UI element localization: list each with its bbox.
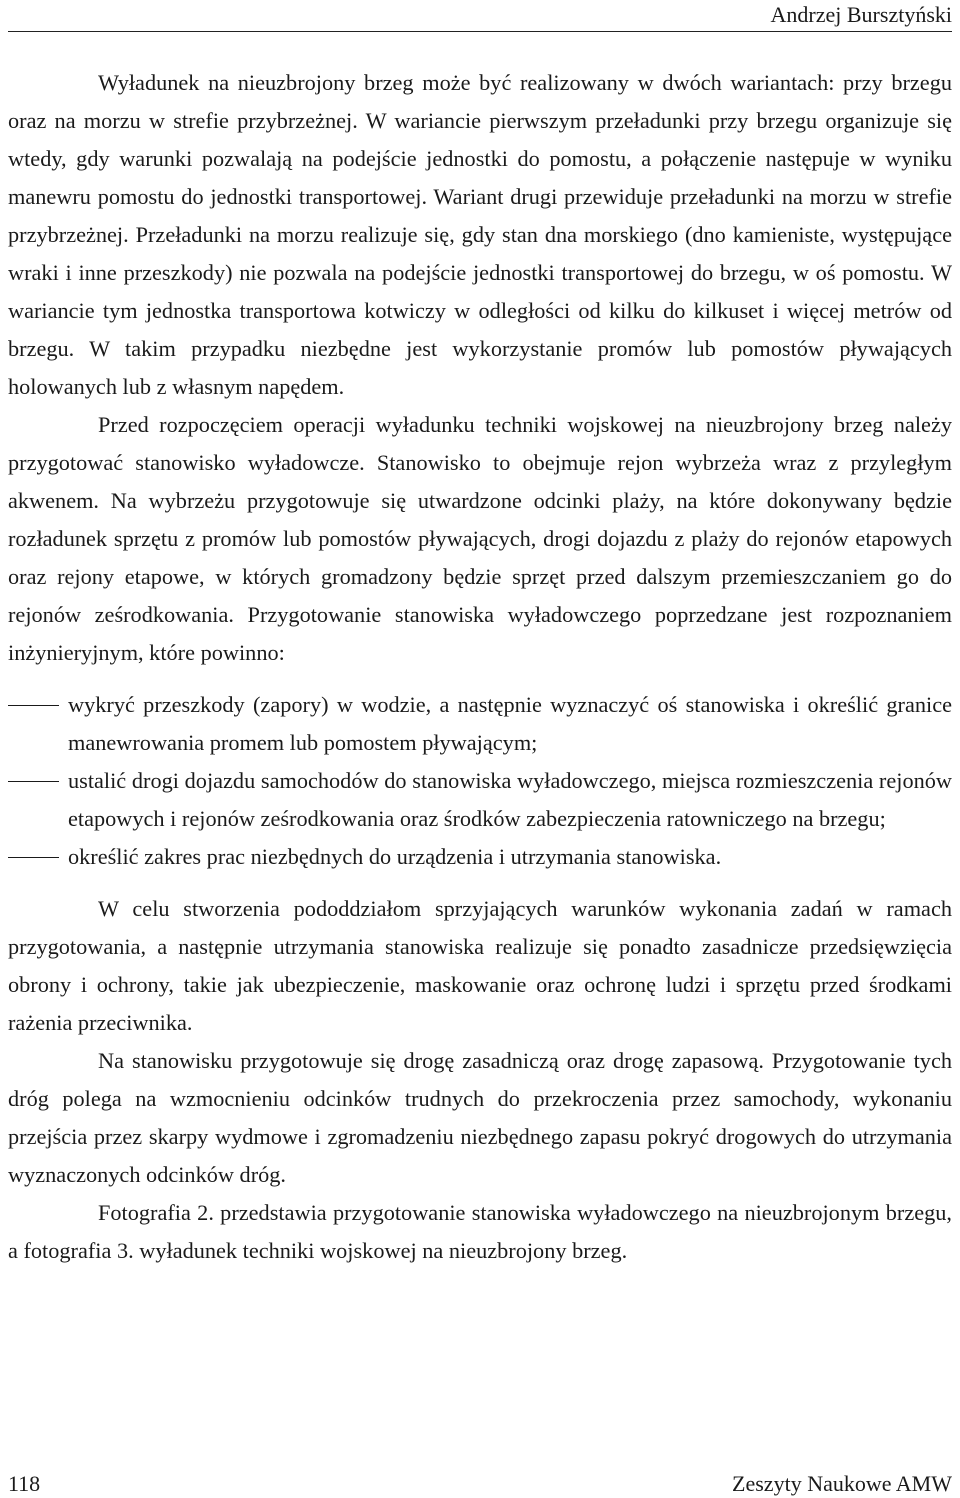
list-item [8, 686, 952, 762]
list-item-text: określić zakres prac niezbędnych do urządzenia i utrzymania stanowiska. [68, 844, 722, 869]
list-item [8, 762, 952, 838]
list-item-text: ustalić drogi dojazdu samochodów do stanowiska wyładowczego, miejsca rozmieszczenia rejonów etapowych i rejonów ześrodkowania oraz środków zabezpieczenia ratowniczego na brzegu; [68, 768, 952, 831]
journal-title: Zeszyty Naukowe AMW [732, 1471, 952, 1496]
body-paragraph: Fotografia 2. przedstawia przygotowanie stanowiska wyładowczego na nieuzbrojonym brzegu, a fotografia 3. wyładunek techniki wojskowej na nieuzbrojony brzeg. [8, 1200, 952, 1263]
dash-bullet-icon [8, 857, 59, 858]
list-item-text: wykryć przeszkody (zapory) w wodzie, a następnie wyznaczyć oś stanowiska i określić granice manewrowania promem lub pomostem pływającym; [68, 692, 952, 755]
header-author: Andrzej Bursztyński [770, 2, 952, 27]
body-paragraph: Przed rozpoczęciem operacji wyładunku techniki wojskowej na nieuzbrojony brzeg należy przygotować stanowisko wyładowcze. Stanowisko to obejmuje rejon wybrzeża wraz z przyległym akwenem. Na wybrzeżu przygotowuje się utwardzone odcinki plaży, na które dokonywany będzie rozładunek sprzętu z promów lub pomostów pływających, drogi dojazdu z plaży do rejonów etapowych oraz rejony etapowe, w których gromadzony będzie sprzęt przed dalszym przemieszczaniem go do rejonów ześrodkowania. Przygotowanie stanowiska wyładowczego poprzedzane jest rozpoznaniem inżynieryjnym, które powinno: [8, 412, 952, 665]
body-paragraph: Wyładunek na nieuzbrojony brzeg może być realizowany w dwóch wariantach: przy brzegu oraz na morzu w strefie przybrzeżnej. W wariancie pierwszym przeładunki przy brzegu organizuje się wtedy, gdy warunki pozwalają na podejście jednostki do pomostu, a połączenie następuje w wyniku manewru pomostu do jednostki transportowej. Wariant drugi przewiduje przeładunki na morzu w strefie przybrzeżnej. Przeładunki na morzu realizuje się, gdy stan dna morskiego (dno kamieniste, występujące wraki i inne przeszkody) nie pozwala na podejście jednostki transportowej do brzegu, w oś pomostu. W wariancie tym jednostka transportowa kotwiczy w odległości od kilku do kilkuset i więcej metrów od brzegu. W takim przypadku niezbędne jest wykorzystanie promów lub pomostów pływających holowanych lub z własnym napędem. [8, 70, 952, 399]
running-header [8, 0, 952, 32]
page-number: 118 [8, 1471, 41, 1496]
page-body [8, 64, 952, 1270]
list-item [8, 838, 952, 876]
bullet-list [8, 686, 952, 876]
body-paragraph: W celu stworzenia pododdziałom sprzyjających warunków wykonania zadań w ramach przygotowania, a następnie utrzymania stanowiska realizuje się ponadto zasadnicze przedsięwzięcia obrony i ochrony, takie jak ubezpieczenie, maskowanie oraz ochronę ludzi i sprzętu przed środkami rażenia przeciwnika. [8, 896, 952, 1035]
dash-bullet-icon [8, 781, 59, 782]
body-paragraph: Na stanowisku przygotowuje się drogę zasadniczą oraz drogę zapasową. Przygotowanie tych dróg polega na wzmocnieniu odcinków trudnych do przekroczenia przez samochody, wykonaniu przejścia przez skarpy wydmowe i zgromadzeniu niezbędnego zapasu pokryć drogowych do utrzymania wyznaczonych odcinków dróg. [8, 1048, 952, 1187]
dash-bullet-icon [8, 705, 59, 706]
